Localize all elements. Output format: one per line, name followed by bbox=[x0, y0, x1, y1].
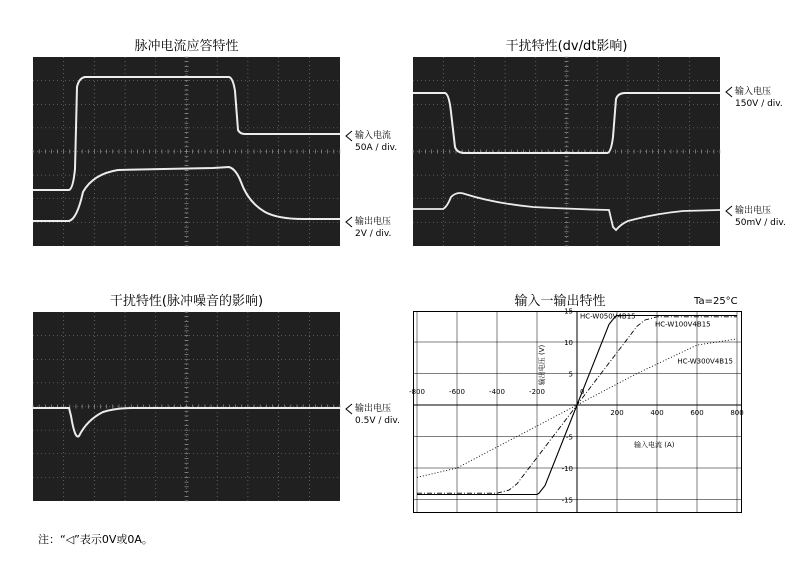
chart-title: 输入一输出特性 bbox=[514, 294, 606, 309]
zero-marker-icon bbox=[345, 217, 353, 227]
oscilloscope-noise bbox=[33, 312, 340, 501]
temperature-annotation: Ta=25°C bbox=[694, 296, 738, 307]
y-tick-label: 10 bbox=[564, 339, 573, 347]
marker-scale: 50A / div. bbox=[355, 143, 398, 153]
x-tick-label: 200 bbox=[610, 409, 624, 417]
marker-name: 输入电流 bbox=[355, 131, 392, 141]
x-tick-label: -200 bbox=[529, 388, 545, 396]
y-axis-label: 输出电压 (V) bbox=[538, 344, 546, 386]
oscilloscope-dvdt-screen bbox=[413, 57, 720, 246]
oscilloscope-pulse bbox=[33, 57, 340, 246]
y-tick-label: -10 bbox=[561, 465, 573, 473]
zero-marker-icon bbox=[345, 131, 353, 141]
io-chart-svg bbox=[409, 307, 744, 512]
marker-scale: 150V / div. bbox=[735, 99, 783, 109]
marker-name: 输出电压 bbox=[735, 206, 772, 216]
x-tick-label: 600 bbox=[690, 409, 704, 417]
oscilloscope-noise-screen bbox=[33, 312, 340, 501]
x-tick-label: 0 bbox=[580, 388, 585, 396]
footnote: 注：“◁”表示0V或0A。 bbox=[38, 533, 153, 546]
y-tick-label: 5 bbox=[568, 370, 573, 379]
x-tick-label: -600 bbox=[449, 388, 465, 396]
zero-marker-icon bbox=[725, 206, 733, 216]
x-tick-label: -800 bbox=[409, 388, 425, 396]
panel-title-noise: 干扰特性(脉冲噪音的影响) bbox=[109, 294, 264, 309]
y-tick-label: 15 bbox=[564, 307, 573, 316]
oscilloscope-dvdt bbox=[413, 57, 720, 246]
panel-title-pulse: 脉冲电流应答特性 bbox=[134, 39, 239, 54]
marker-name: 输入电压 bbox=[735, 87, 772, 97]
x-tick-label: 400 bbox=[650, 409, 664, 417]
marker-scale: 50mV / div. bbox=[735, 218, 786, 228]
x-tick-label: -400 bbox=[489, 388, 505, 396]
y-tick-label: -5 bbox=[566, 433, 573, 442]
marker-scale: 2V / div. bbox=[355, 229, 392, 239]
series-label-2: HC-W300V4B15 bbox=[677, 357, 733, 366]
series-label-1: HC-W100V4B15 bbox=[655, 320, 711, 329]
zero-marker-icon bbox=[345, 404, 353, 414]
oscilloscope-pulse-screen bbox=[33, 57, 340, 246]
marker-name: 输出电压 bbox=[355, 404, 392, 414]
x-tick-label: 800 bbox=[730, 409, 744, 417]
io-chart bbox=[409, 307, 744, 513]
marker-scale: 0.5V / div. bbox=[355, 416, 400, 426]
zero-marker-icon bbox=[725, 87, 733, 97]
panel-title-dvdt: 干扰特性(dv/dt影响) bbox=[505, 39, 628, 54]
y-tick-label: -15 bbox=[561, 496, 573, 505]
series-label-0: HC-W050V4B15 bbox=[580, 312, 636, 321]
marker-name: 输出电压 bbox=[355, 217, 392, 227]
x-axis-label: 输入电流 (A) bbox=[634, 441, 675, 449]
